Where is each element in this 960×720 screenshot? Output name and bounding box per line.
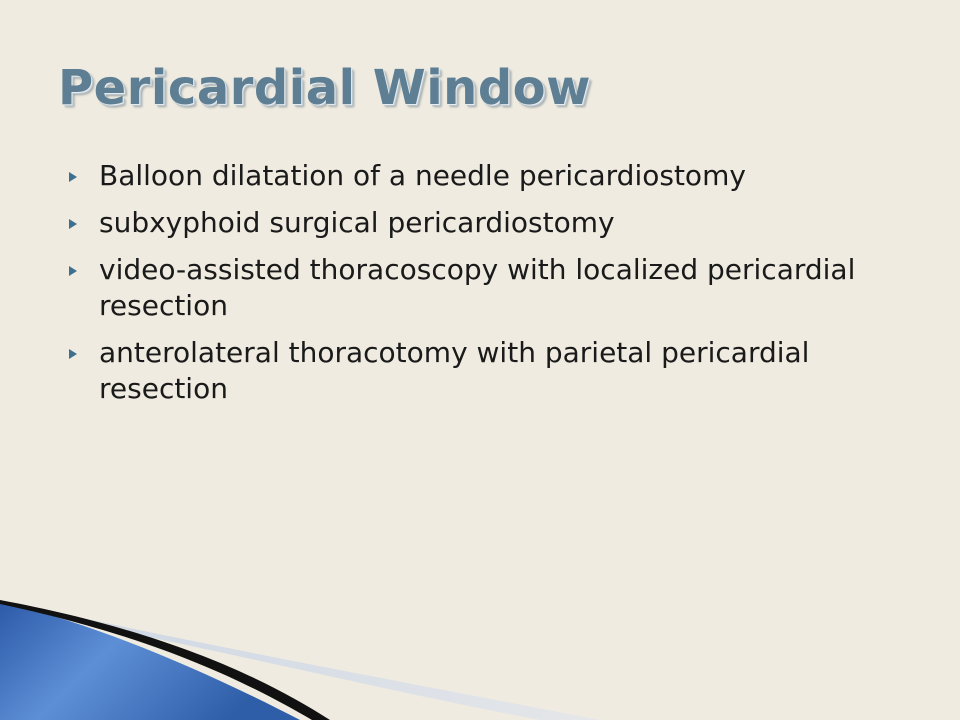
bullet-text: anterolateral thoracotomy with parietal pericardial resection bbox=[99, 336, 810, 405]
bullet-item bbox=[65, 205, 925, 241]
slide-title: Pericardial Window bbox=[58, 60, 591, 116]
bullet-item bbox=[65, 158, 925, 194]
bullet-text: video-assisted thoracoscopy with localized pericardial resection bbox=[99, 253, 856, 322]
triangle-right-icon bbox=[69, 266, 77, 276]
bullet-text: Balloon dilatation of a needle pericardiostomy bbox=[99, 159, 746, 192]
triangle-right-icon bbox=[69, 219, 77, 229]
triangle-right-icon bbox=[69, 172, 77, 182]
triangle-right-icon bbox=[69, 349, 77, 359]
bullet-item bbox=[65, 252, 925, 324]
bullet-list bbox=[65, 158, 925, 418]
corner-decoration bbox=[0, 600, 960, 720]
blue-swoosh bbox=[0, 602, 300, 720]
bullet-text: subxyphoid surgical pericardiostomy bbox=[99, 206, 615, 239]
bullet-item bbox=[65, 335, 925, 407]
